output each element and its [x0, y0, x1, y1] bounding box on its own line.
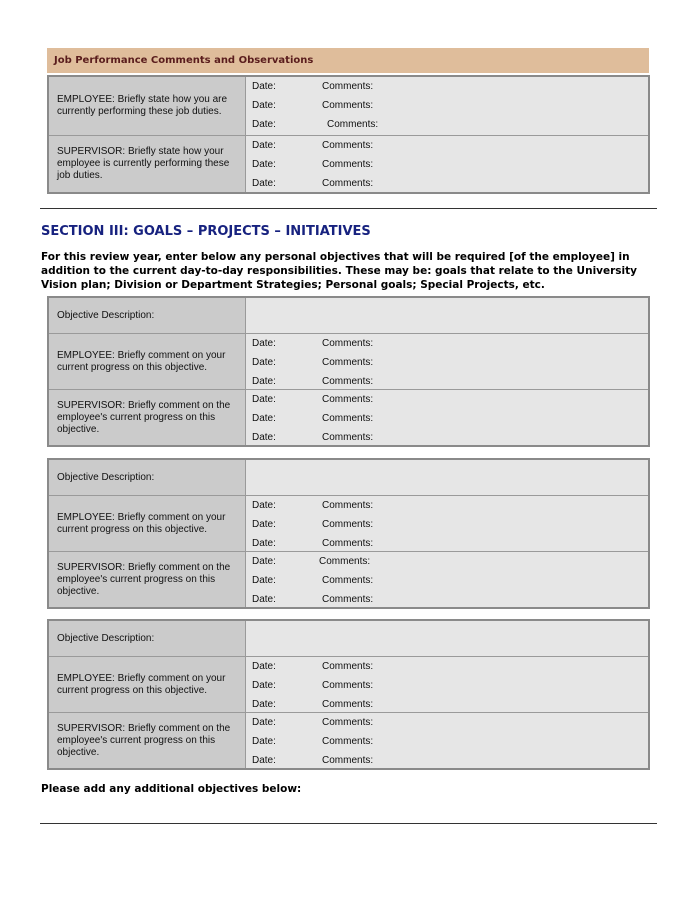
comments-label: Comments:: [322, 538, 374, 549]
date-label: Date:: [252, 755, 276, 766]
entry-line[interactable]: [246, 552, 648, 571]
date-label: Date:: [252, 432, 276, 443]
date-label: Date:: [252, 575, 276, 586]
supervisor-label: SUPERVISOR: Briefly state how your employee is currently performing these job duties.: [49, 136, 246, 192]
comments-label: Comments:: [322, 413, 374, 424]
entry-line[interactable]: [246, 409, 648, 428]
date-label: Date:: [252, 556, 276, 567]
supervisor-entries[interactable]: [246, 390, 648, 445]
entry-line[interactable]: [246, 353, 648, 372]
comments-label: Comments:: [322, 432, 374, 443]
entry-line[interactable]: [246, 155, 648, 174]
entry-line[interactable]: [246, 713, 648, 732]
entry-line[interactable]: [246, 571, 648, 590]
date-label: Date:: [252, 140, 276, 151]
entry-line[interactable]: [246, 115, 648, 134]
employee-entries[interactable]: [246, 496, 648, 551]
date-label: Date:: [252, 394, 276, 405]
objective-description-label: Objective Description:: [49, 621, 246, 656]
employee-row: [49, 656, 648, 712]
comments-label: Comments:: [322, 140, 374, 151]
comments-label: Comments:: [322, 736, 374, 747]
date-label: Date:: [252, 159, 276, 170]
comments-label: Comments:: [322, 394, 374, 405]
objective-description-row: [49, 298, 648, 333]
comments-label: Comments:: [322, 755, 374, 766]
comments-label: Comments:: [322, 594, 374, 605]
supervisor-row: [49, 389, 648, 445]
employee-label: EMPLOYEE: Briefly state how you are currently performing these job duties.: [49, 77, 246, 135]
entry-line[interactable]: [246, 676, 648, 695]
comments-label: Comments:: [322, 717, 374, 728]
date-label: Date:: [252, 81, 276, 92]
comments-label: Comments:: [322, 376, 374, 387]
comments-label: Comments:: [322, 699, 374, 710]
entry-line[interactable]: [246, 136, 648, 155]
supervisor-entries[interactable]: [246, 136, 648, 192]
date-label: Date:: [252, 699, 276, 710]
date-label: Date:: [252, 519, 276, 530]
date-label: Date:: [252, 538, 276, 549]
entry-line[interactable]: [246, 96, 648, 115]
comments-label: Comments:: [322, 159, 374, 170]
entry-line[interactable]: [246, 428, 648, 447]
comments-label: Comments:: [322, 178, 374, 189]
entry-line[interactable]: [246, 732, 648, 751]
entry-line[interactable]: [246, 496, 648, 515]
objective-description-label: Objective Description:: [49, 460, 246, 495]
employee-entries[interactable]: [246, 657, 648, 712]
comments-label: Comments:: [322, 357, 374, 368]
employee-label: EMPLOYEE: Briefly comment on your current progress on this objective.: [49, 496, 246, 551]
supervisor-entries[interactable]: [246, 713, 648, 768]
employee-row: [49, 77, 648, 135]
comments-label: Comments:: [319, 556, 371, 567]
comments-label: Comments:: [322, 680, 374, 691]
employee-entries[interactable]: [246, 334, 648, 389]
comments-label: Comments:: [322, 500, 374, 511]
objective-table-2: [47, 458, 650, 609]
date-label: Date:: [252, 661, 276, 672]
section-divider: [40, 208, 657, 209]
objective-table-1: [47, 296, 650, 447]
supervisor-entries[interactable]: [246, 552, 648, 607]
supervisor-label: SUPERVISOR: Briefly comment on the employee's current progress on this objective.: [49, 713, 246, 768]
entry-line[interactable]: [246, 657, 648, 676]
job-performance-table: [47, 75, 650, 194]
objective-description-row: [49, 460, 648, 495]
comments-label: Comments:: [322, 100, 374, 111]
entry-line[interactable]: [246, 751, 648, 770]
comments-label: Comments:: [322, 661, 374, 672]
objective-description-row: [49, 621, 648, 656]
date-label: Date:: [252, 376, 276, 387]
date-label: Date:: [252, 338, 276, 349]
entry-line[interactable]: [246, 334, 648, 353]
supervisor-label: SUPERVISOR: Briefly comment on the employee's current progress on this objective.: [49, 390, 246, 445]
entry-line[interactable]: [246, 390, 648, 409]
objective-table-3: [47, 619, 650, 770]
entry-line[interactable]: [246, 515, 648, 534]
entry-line[interactable]: [246, 77, 648, 96]
objective-description-field[interactable]: [246, 460, 648, 495]
date-label: Date:: [252, 357, 276, 368]
employee-entries[interactable]: [246, 77, 648, 135]
employee-row: [49, 495, 648, 551]
date-label: Date:: [252, 736, 276, 747]
footer-rule: [40, 823, 657, 824]
date-label: Date:: [252, 119, 276, 130]
section-title: SECTION III: GOALS – PROJECTS – INITIATIVES: [41, 224, 371, 239]
job-performance-header: Job Performance Comments and Observations: [47, 48, 649, 73]
employee-row: [49, 333, 648, 389]
comments-label: Comments:: [322, 338, 374, 349]
objective-description-field[interactable]: [246, 621, 648, 656]
entry-line[interactable]: [246, 590, 648, 609]
comments-label: Comments:: [327, 119, 379, 130]
date-label: Date:: [252, 178, 276, 189]
date-label: Date:: [252, 100, 276, 111]
comments-label: Comments:: [322, 81, 374, 92]
section-intro: For this review year, enter below any personal objectives that will be required [of the employee] in addition to the current day-to-day responsibilities. These may be: goals that relate to the University Vision plan; Division or Department Strategies; Personal goals; Special Projects, etc.: [41, 251, 638, 291]
date-label: Date:: [252, 680, 276, 691]
additional-objectives-prompt: Please add any additional objectives below:: [41, 783, 302, 795]
comments-label: Comments:: [322, 519, 374, 530]
employee-label: EMPLOYEE: Briefly comment on your current progress on this objective.: [49, 657, 246, 712]
supervisor-row: [49, 712, 648, 768]
date-label: Date:: [252, 594, 276, 605]
date-label: Date:: [252, 500, 276, 511]
objective-description-label: Objective Description:: [49, 298, 246, 333]
supervisor-row: [49, 135, 648, 192]
supervisor-label: SUPERVISOR: Briefly comment on the employee's current progress on this objective.: [49, 552, 246, 607]
date-label: Date:: [252, 717, 276, 728]
date-label: Date:: [252, 413, 276, 424]
entry-line[interactable]: [246, 174, 648, 193]
objective-description-field[interactable]: [246, 298, 648, 333]
supervisor-row: [49, 551, 648, 607]
employee-label: EMPLOYEE: Briefly comment on your current progress on this objective.: [49, 334, 246, 389]
comments-label: Comments:: [322, 575, 374, 586]
